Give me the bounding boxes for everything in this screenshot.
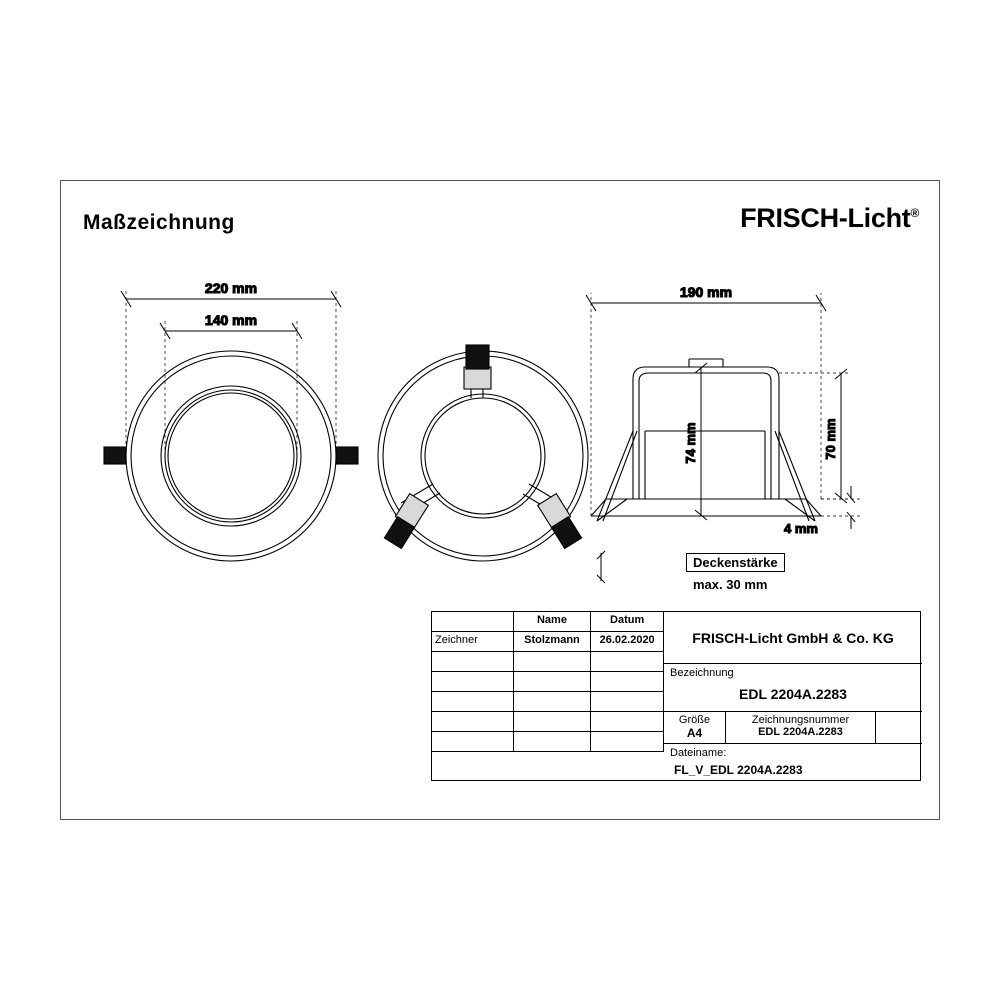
cell-date <box>591 732 663 751</box>
lamp-socket-right <box>538 494 584 549</box>
lamp-socket-left <box>383 494 429 549</box>
cell-date <box>591 652 663 671</box>
registered-mark: ® <box>910 206 919 220</box>
size-row <box>664 712 922 744</box>
drawing-number-cell <box>726 712 876 743</box>
title-block-left <box>432 612 664 752</box>
dim-section-width: 190 mm <box>679 284 733 300</box>
company-name: FRISCH-Licht GmbH & Co. KG <box>664 612 922 664</box>
cell-name <box>514 712 592 731</box>
size-cell-blank <box>876 712 922 743</box>
designation-value: EDL 2204A.2283 <box>739 686 847 702</box>
cell-date <box>591 692 663 711</box>
cell-role: Zeichner <box>432 632 514 651</box>
cell-date: 26.02.2020 <box>599 634 655 646</box>
table-row <box>432 712 663 732</box>
header-cell-datum: Datum <box>610 614 645 626</box>
cell-date <box>591 712 663 731</box>
filename-label: Dateiname: <box>670 747 727 759</box>
drawing-sheet <box>60 180 940 820</box>
cell-name <box>514 732 592 751</box>
cell-role <box>432 692 514 711</box>
header-cell-name: Name <box>514 612 592 631</box>
designation-section <box>664 664 922 712</box>
header-cell-blank <box>432 612 514 631</box>
table-row-header <box>432 612 663 632</box>
size-value: A4 <box>686 726 703 740</box>
table-row <box>432 732 663 752</box>
cell-role <box>432 652 514 671</box>
cell-role <box>432 672 514 691</box>
dim-section-depth: 74 mm <box>683 422 698 464</box>
ceiling-thickness-label: Deckenstärke <box>686 553 785 572</box>
title-block-right <box>664 612 922 782</box>
drawing-number-value: EDL 2204A.2283 <box>758 726 843 738</box>
dim-front-inner: 140 mm <box>204 312 258 328</box>
cell-name <box>514 672 592 691</box>
cell-role <box>432 732 514 751</box>
title-block <box>431 611 921 781</box>
table-row <box>432 632 663 652</box>
front-view <box>126 351 336 561</box>
size-cell <box>664 712 726 743</box>
designation-label: Bezeichnung <box>670 667 734 679</box>
size-label: Größe <box>678 714 711 726</box>
drawing-number-label: Zeichnungsnummer <box>751 714 850 726</box>
table-row <box>432 672 663 692</box>
filename-value: FL_V_EDL 2204A.2283 <box>674 763 803 777</box>
front-view-clips <box>104 447 358 464</box>
ceiling-thickness-value: max. 30 mm <box>693 577 768 592</box>
page-title: Maßzeichnung <box>83 211 235 234</box>
dim-section-height: 70 mm <box>823 418 838 460</box>
cell-name <box>514 652 592 671</box>
filename-section <box>664 744 922 782</box>
cell-name: Stolzmann <box>514 632 592 651</box>
lamp-socket-top <box>464 345 491 389</box>
cell-name <box>514 692 592 711</box>
table-row <box>432 692 663 712</box>
dim-section-rim: 4 mm <box>784 521 818 536</box>
table-row <box>432 652 663 672</box>
cell-role <box>432 712 514 731</box>
dim-front-outer: 220 mm <box>204 280 258 296</box>
section-view <box>591 359 821 521</box>
cell-date <box>591 672 663 691</box>
brand-name: FRISCH-Licht <box>740 203 911 233</box>
